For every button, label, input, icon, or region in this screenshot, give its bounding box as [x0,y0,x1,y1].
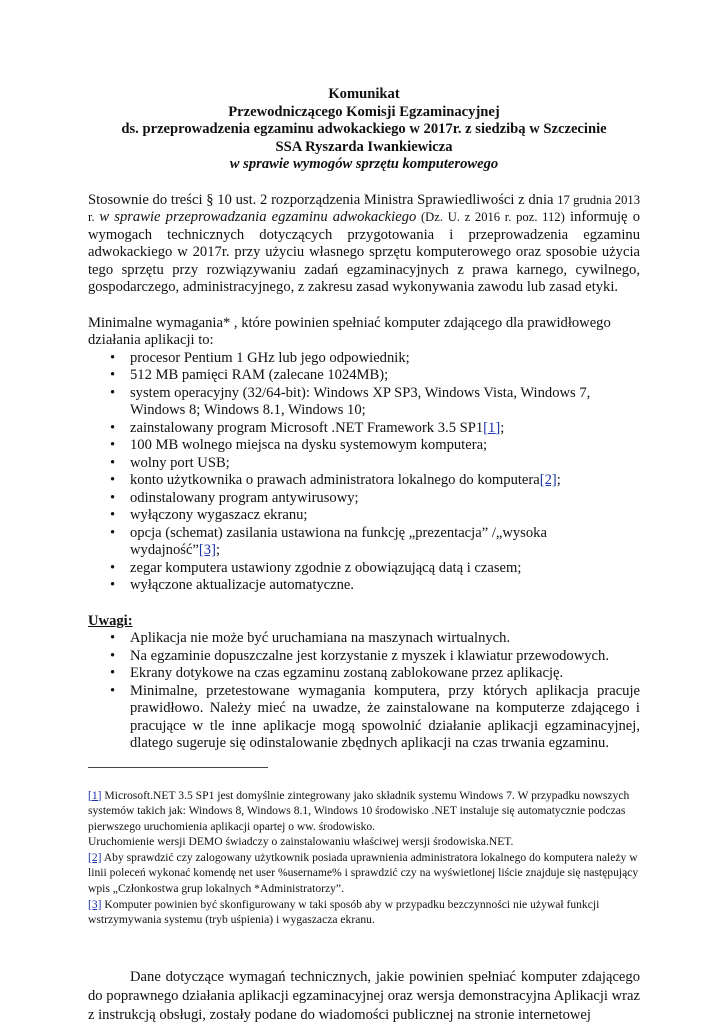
remarks-list [88,630,640,753]
intro-paragraph [88,192,640,297]
footnote-backlink-2[interactable]: [2] [88,850,102,864]
footnote-link-1[interactable]: [1] [483,419,501,436]
list-item: • 100 MB wolnego miejsca na dysku systemowym komputera; [88,437,640,455]
remarks-heading: Uwagi: [88,612,133,629]
list-item: • Ekrany dotykowe na czas egzaminu zostaną zablokowane przez aplikację. [88,665,640,683]
list-item: • procesor Pentium 1 GHz lub jego odpowiednik; [88,350,640,368]
header-line-4: SSA Ryszarda Iwankiewicza [275,138,453,155]
intro-regulation-title: w sprawie przeprowadzania egzaminu adwokackiego [99,209,417,225]
footnote-1: [1] Microsoft.NET 3.5 SP1 jest domyślnie zintegrowany jako składnik systemu Windows 7. W przypadku nowszych systemów takich jak: Windows 8, Windows 8.1, Windows 10 środowisko .NET instaluje się automatycznie podczas pierwszego uruchomienia aplikacji opartej o ww. środowisko. [88,788,630,833]
header-line-3: ds. przeprowadzenia egzaminu adwokackiego w 2017r. z siedzibą w Szczecinie [121,121,607,137]
list-item: • wolny port USB; [88,455,640,473]
intro-text-3: informuję o wymogach technicznych dotyczących przygotowania i przeprowadzenia egzaminu adwokackiego w 2017r. przy użyciu własnego sprzętu komputerowego oraz sposobie użycia tego sprzętu przy rozwiązywaniu zadań egzaminacyjnych z prawa karnego, cywilnego, gospodarczego, administracyjnego, z zakresu zasad wykonywania zawodu lub zasad etyki. [88,209,641,295]
footnotes [88,788,640,928]
list-item: • system operacyjny (32/64-bit): Windows XP SP3, Windows Vista, Windows 7, Windows 8; Windows 8.1, Windows 10; [88,385,640,420]
requirements-list [88,350,640,595]
list-item: • Na egzaminie dopuszczalne jest korzystanie z myszek i klawiatur przewodowych. [88,648,640,666]
intro-date: 17 grudnia 2013 r. [88,192,640,224]
list-item: • odinstalowany program antywirusowy; [88,490,640,508]
footnote-link-3[interactable]: [3] [198,542,216,558]
document-header [88,86,640,174]
list-item: • konto użytkownika o prawach administratora lokalnego do komputera[2]; [88,472,640,490]
list-item: • wyłączone aktualizacje automatyczne. [88,577,640,595]
footnote-2: [2] Aby sprawdzić czy zalogowany użytkownik posiada uprawnienia administratora lokalnego do komputera należy w linii poleceń wykonać komendę net user %username% i sprawdzić czy na wyświetlonej liście znajduje się następujący wpis „Członkostwa grup lokalnych *Administratorzy”. [88,850,639,896]
footnote-3: [3] Komputer powinien być skonfigurowany w taki sposób aby w przypadku bezczynności nie używał funkcji wstrzymywania systemu (tryb uśpienia) i wygaszacza ekranu. [88,897,600,927]
list-item: • 512 MB pamięci RAM (zalecane 1024MB); [88,367,640,385]
footnote-backlink-1[interactable]: [1] [88,788,102,802]
header-line-5: w sprawie wymogów sprzętu komputerowego [229,156,499,172]
list-item: • Aplikacja nie może być uruchamiana na maszynach wirtualnych. [88,630,640,648]
footnote-separator [88,767,268,768]
footnote-link-2[interactable]: [2] [539,472,557,488]
list-item: • opcja (schemat) zasilania ustawiona na funkcję „prezentacja” /„wysoka wydajność”[3]; [88,525,640,560]
list-item: • zainstalowany program Microsoft .NET Framework 3.5 SP1[1]; [88,420,640,438]
list-item: • Minimalne, przetestowane wymagania komputera, przy których aplikacja pracuje prawidłowo. Należy mieć na uwadze, że zainstalowane na komputerze zdającego i pracujące w tle inne aplikacje mogą spowolnić działanie aplikacji egzaminacyjnej, dlatego sugeruje się odinstalowanie zbędnych aplikacji na czas trwania egzaminu. [88,683,640,753]
closing-paragraph: Dane dotyczące wymagań technicznych, jakie powinien spełniać komputer zdającego do poprawnego działania aplikacji egzaminacyjnej oraz wersja demonstracyjna Aplikacji wraz z instrukcją obsługi, zostały podane do wiadomości publicznej na stronie internetowej [88,968,640,1023]
list-item: • wyłączony wygaszacz ekranu; [88,507,640,525]
requirements-lead: Minimalne wymagania* , które powinien spełniać komputer zdającego dla prawidłowego działania aplikacji to: [88,314,611,348]
footnote-backlink-3[interactable]: [3] [88,897,102,911]
header-line-2: Przewodniczącego Komisji Egzaminacyjnej [228,103,500,120]
header-line-1: Komunikat [328,86,400,102]
intro-text-1: Stosownie do treści § 10 ust. 2 rozporządzenia Ministra Sprawiedliwości z dnia [88,191,554,208]
intro-citation: (Dz. U. z 2016 r. poz. 112) [416,210,565,224]
footnote-1-extra: Uruchomienie wersji DEMO świadczy o zainstalowaniu właściwej wersji środowiska.NET. [88,835,514,849]
list-item: • zegar komputera ustawiony zgodnie z obowiązującą datą i czasem; [88,560,640,578]
document-page [88,86,640,1025]
